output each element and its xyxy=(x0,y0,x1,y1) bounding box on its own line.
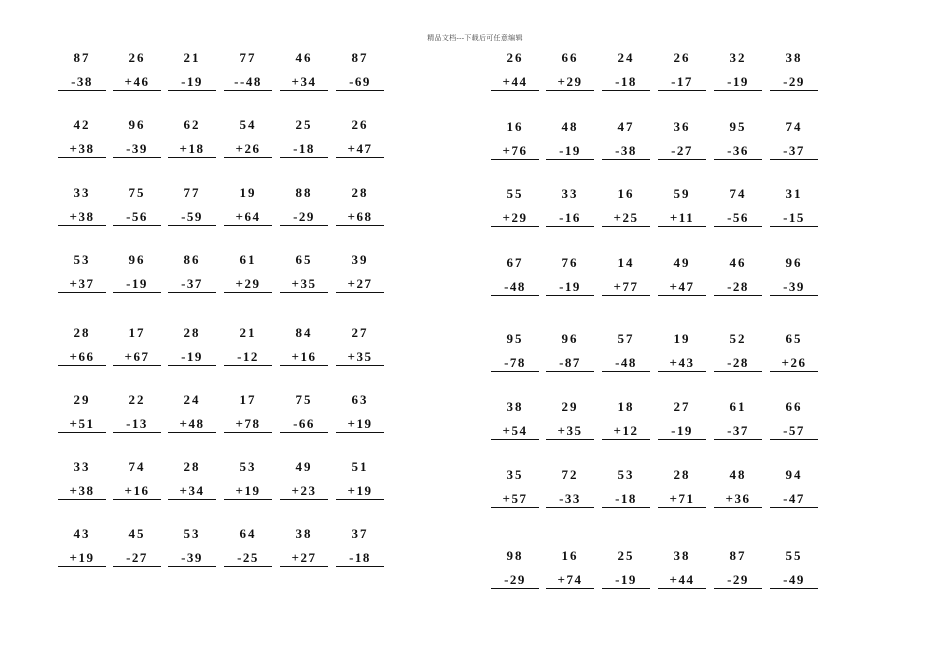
problem-top-number: 28 xyxy=(673,467,691,482)
problem-operand: +35 xyxy=(280,277,328,293)
problem-operand: -47 xyxy=(770,492,818,508)
problem-top-number: 21 xyxy=(183,50,201,65)
problem-top-number: 46 xyxy=(295,50,313,65)
right-problem xyxy=(602,51,650,91)
problem-operand: +26 xyxy=(770,356,818,372)
problem-operand: -56 xyxy=(113,210,161,226)
problem-top-number: 38 xyxy=(506,399,524,414)
problem-top-number: 43 xyxy=(73,526,91,541)
problem-operand: +27 xyxy=(280,551,328,567)
problem-top-number: 64 xyxy=(239,526,257,541)
problem-operand: +37 xyxy=(58,277,106,293)
problem-top-number: 57 xyxy=(617,331,635,346)
problem-operand: -27 xyxy=(113,551,161,567)
problem-top-number: 96 xyxy=(128,117,146,132)
problem-top-number: 27 xyxy=(673,399,691,414)
problem-operand: -13 xyxy=(113,417,161,433)
problem-operand: +66 xyxy=(58,350,106,366)
problem-top-number: 19 xyxy=(673,331,691,346)
problem-top-number: 61 xyxy=(239,252,257,267)
right-problem xyxy=(602,187,650,227)
problem-top-number: 28 xyxy=(183,459,201,474)
right-problem xyxy=(658,332,706,372)
problem-top-number: 29 xyxy=(561,399,579,414)
problem-top-number: 53 xyxy=(73,252,91,267)
problem-top-number: 67 xyxy=(506,255,524,270)
problem-operand: +47 xyxy=(336,142,384,158)
problem-operand: -38 xyxy=(58,75,106,91)
problem-top-number: 48 xyxy=(729,467,747,482)
right-problem xyxy=(491,256,539,296)
problem-top-number: 62 xyxy=(183,117,201,132)
problem-operand: +29 xyxy=(491,211,539,227)
problem-operand: -19 xyxy=(658,424,706,440)
problem-operand: -19 xyxy=(168,75,216,91)
problem-top-number: 25 xyxy=(295,117,313,132)
problem-operand: -48 xyxy=(602,356,650,372)
problem-operand: +78 xyxy=(224,417,272,433)
problem-top-number: 96 xyxy=(785,255,803,270)
problem-operand: -48 xyxy=(491,280,539,296)
problem-operand: +25 xyxy=(602,211,650,227)
problem-top-number: 95 xyxy=(729,119,747,134)
problem-top-number: 27 xyxy=(351,325,369,340)
problem-operand: +23 xyxy=(280,484,328,500)
right-problem xyxy=(658,187,706,227)
problem-top-number: 16 xyxy=(617,186,635,201)
problem-top-number: 55 xyxy=(506,186,524,201)
problem-operand: +26 xyxy=(224,142,272,158)
problem-operand: +16 xyxy=(113,484,161,500)
problem-operand: -12 xyxy=(224,350,272,366)
problem-top-number: 98 xyxy=(506,548,524,563)
problem-top-number: 87 xyxy=(729,548,747,563)
problem-operand: -29 xyxy=(714,573,762,589)
problem-top-number: 94 xyxy=(785,467,803,482)
problem-operand: +44 xyxy=(658,573,706,589)
problem-top-number: 66 xyxy=(561,50,579,65)
right-problem xyxy=(491,400,539,440)
problem-top-number: 26 xyxy=(128,50,146,65)
problem-operand: +43 xyxy=(658,356,706,372)
problem-operand: -27 xyxy=(658,144,706,160)
problem-operand: +16 xyxy=(280,350,328,366)
problem-operand: -37 xyxy=(714,424,762,440)
problem-top-number: 52 xyxy=(729,331,747,346)
problem-operand: +35 xyxy=(546,424,594,440)
problem-top-number: 96 xyxy=(128,252,146,267)
problem-top-number: 54 xyxy=(239,117,257,132)
problem-operand: -28 xyxy=(714,356,762,372)
problem-operand: -37 xyxy=(770,144,818,160)
right-problem xyxy=(770,256,818,296)
problem-operand: --48 xyxy=(224,75,272,91)
right-problem xyxy=(546,120,594,160)
problem-top-number: 32 xyxy=(729,50,747,65)
problem-operand: -59 xyxy=(168,210,216,226)
problem-top-number: 18 xyxy=(617,399,635,414)
problem-top-number: 19 xyxy=(239,185,257,200)
problem-top-number: 37 xyxy=(351,526,369,541)
right-problem xyxy=(602,256,650,296)
problem-top-number: 76 xyxy=(561,255,579,270)
right-problem xyxy=(714,187,762,227)
right-problem xyxy=(658,120,706,160)
problem-operand: +77 xyxy=(602,280,650,296)
problem-operand: +76 xyxy=(491,144,539,160)
problem-operand: -19 xyxy=(546,280,594,296)
problem-operand: -19 xyxy=(546,144,594,160)
right-problem xyxy=(658,400,706,440)
problem-top-number: 14 xyxy=(617,255,635,270)
problem-operand: +19 xyxy=(224,484,272,500)
problem-operand: -37 xyxy=(168,277,216,293)
problem-top-number: 22 xyxy=(128,392,146,407)
problem-top-number: 28 xyxy=(73,325,91,340)
problem-operand: -39 xyxy=(168,551,216,567)
problem-operand: -69 xyxy=(336,75,384,91)
problem-operand: +38 xyxy=(58,142,106,158)
problem-operand: -56 xyxy=(714,211,762,227)
problem-top-number: 46 xyxy=(729,255,747,270)
problem-top-number: 65 xyxy=(295,252,313,267)
problem-operand: +46 xyxy=(113,75,161,91)
problem-operand: -18 xyxy=(602,75,650,91)
right-problem xyxy=(546,468,594,508)
problem-top-number: 74 xyxy=(785,119,803,134)
problem-operand: -18 xyxy=(602,492,650,508)
problem-operand: -66 xyxy=(280,417,328,433)
problem-operand: -18 xyxy=(336,551,384,567)
problem-top-number: 87 xyxy=(351,50,369,65)
right-problem xyxy=(714,549,762,589)
problem-top-number: 25 xyxy=(617,548,635,563)
problem-operand: -19 xyxy=(602,573,650,589)
problem-top-number: 26 xyxy=(673,50,691,65)
problem-operand: -29 xyxy=(280,210,328,226)
problem-operand: -78 xyxy=(491,356,539,372)
problem-operand: +34 xyxy=(280,75,328,91)
problem-operand: -36 xyxy=(714,144,762,160)
problem-operand: -29 xyxy=(770,75,818,91)
problem-top-number: 59 xyxy=(673,186,691,201)
problem-operand: -28 xyxy=(714,280,762,296)
problem-top-number: 63 xyxy=(351,392,369,407)
problem-top-number: 55 xyxy=(785,548,803,563)
problem-top-number: 72 xyxy=(561,467,579,482)
problem-operand: -38 xyxy=(602,144,650,160)
problem-top-number: 36 xyxy=(673,119,691,134)
problem-operand: +54 xyxy=(491,424,539,440)
problem-operand: -15 xyxy=(770,211,818,227)
problem-top-number: 42 xyxy=(73,117,91,132)
problem-top-number: 84 xyxy=(295,325,313,340)
problem-top-number: 47 xyxy=(617,119,635,134)
right-problem xyxy=(602,120,650,160)
right-problem xyxy=(658,51,706,91)
problem-top-number: 24 xyxy=(183,392,201,407)
problem-operand: +18 xyxy=(168,142,216,158)
problem-operand: +29 xyxy=(546,75,594,91)
problem-operand: +68 xyxy=(336,210,384,226)
right-problem xyxy=(546,256,594,296)
problem-operand: +27 xyxy=(336,277,384,293)
problem-operand: -49 xyxy=(770,573,818,589)
problem-operand: -19 xyxy=(113,277,161,293)
problem-operand: +64 xyxy=(224,210,272,226)
problem-operand: +19 xyxy=(336,484,384,500)
problem-operand: +47 xyxy=(658,280,706,296)
right-problem xyxy=(491,187,539,227)
problem-top-number: 51 xyxy=(351,459,369,474)
problem-operand: +19 xyxy=(58,551,106,567)
problem-top-number: 74 xyxy=(729,186,747,201)
problem-operand: -57 xyxy=(770,424,818,440)
problem-top-number: 31 xyxy=(785,186,803,201)
problem-top-number: 26 xyxy=(351,117,369,132)
problem-top-number: 86 xyxy=(183,252,201,267)
problem-operand: -33 xyxy=(546,492,594,508)
problem-operand: -29 xyxy=(491,573,539,589)
page-header: 精品文档---下载后可任意编辑 xyxy=(427,34,523,42)
problem-top-number: 38 xyxy=(295,526,313,541)
problem-top-number: 38 xyxy=(673,548,691,563)
problem-operand: -19 xyxy=(168,350,216,366)
problem-operand: +57 xyxy=(491,492,539,508)
problem-top-number: 53 xyxy=(183,526,201,541)
right-problem xyxy=(602,468,650,508)
problem-top-number: 35 xyxy=(506,467,524,482)
right-problem xyxy=(658,549,706,589)
problem-top-number: 77 xyxy=(183,185,201,200)
right-problem xyxy=(714,332,762,372)
problem-top-number: 75 xyxy=(128,185,146,200)
right-problem xyxy=(546,51,594,91)
problem-top-number: 24 xyxy=(617,50,635,65)
problem-operand: -19 xyxy=(714,75,762,91)
problem-operand: -39 xyxy=(770,280,818,296)
right-problem xyxy=(546,187,594,227)
problem-top-number: 77 xyxy=(239,50,257,65)
right-problem xyxy=(770,468,818,508)
right-problem xyxy=(770,549,818,589)
right-problem xyxy=(714,256,762,296)
problem-top-number: 21 xyxy=(239,325,257,340)
problem-operand: +51 xyxy=(58,417,106,433)
problem-operand: +44 xyxy=(491,75,539,91)
right-problem xyxy=(602,549,650,589)
problem-top-number: 33 xyxy=(73,185,91,200)
right-problem xyxy=(491,51,539,91)
problem-operand: +71 xyxy=(658,492,706,508)
problem-top-number: 45 xyxy=(128,526,146,541)
right-problem xyxy=(770,332,818,372)
right-problem xyxy=(491,549,539,589)
problem-top-number: 75 xyxy=(295,392,313,407)
problem-operand: +35 xyxy=(336,350,384,366)
problem-top-number: 17 xyxy=(128,325,146,340)
problem-top-number: 28 xyxy=(351,185,369,200)
right-problem xyxy=(658,468,706,508)
problem-operand: -25 xyxy=(224,551,272,567)
right-problem xyxy=(546,549,594,589)
problem-operand: +11 xyxy=(658,211,706,227)
right-problem xyxy=(658,256,706,296)
problem-top-number: 87 xyxy=(73,50,91,65)
right-problem xyxy=(770,400,818,440)
problem-top-number: 49 xyxy=(673,255,691,270)
right-problem xyxy=(714,400,762,440)
problem-operand: +38 xyxy=(58,210,106,226)
problem-operand: +74 xyxy=(546,573,594,589)
problem-top-number: 65 xyxy=(785,331,803,346)
problem-top-number: 26 xyxy=(506,50,524,65)
problem-top-number: 66 xyxy=(785,399,803,414)
problem-operand: +48 xyxy=(168,417,216,433)
right-problem xyxy=(714,120,762,160)
problem-operand: +38 xyxy=(58,484,106,500)
right-problem xyxy=(491,468,539,508)
problem-top-number: 38 xyxy=(785,50,803,65)
problem-top-number: 16 xyxy=(561,548,579,563)
right-problem xyxy=(714,468,762,508)
problem-top-number: 29 xyxy=(73,392,91,407)
problem-top-number: 53 xyxy=(617,467,635,482)
problem-operand: -17 xyxy=(658,75,706,91)
problem-operand: +34 xyxy=(168,484,216,500)
problem-operand: +29 xyxy=(224,277,272,293)
right-problem xyxy=(491,120,539,160)
right-problem xyxy=(546,332,594,372)
problem-top-number: 16 xyxy=(506,119,524,134)
right-problem xyxy=(491,332,539,372)
problem-top-number: 17 xyxy=(239,392,257,407)
problem-top-number: 61 xyxy=(729,399,747,414)
problem-operand: -39 xyxy=(113,142,161,158)
problem-operand: -16 xyxy=(546,211,594,227)
right-problem xyxy=(770,120,818,160)
problem-top-number: 96 xyxy=(561,331,579,346)
problem-top-number: 88 xyxy=(295,185,313,200)
right-problem xyxy=(602,332,650,372)
problem-top-number: 74 xyxy=(128,459,146,474)
right-problem xyxy=(546,400,594,440)
problem-operand: +12 xyxy=(602,424,650,440)
right-problem xyxy=(770,51,818,91)
problem-top-number: 48 xyxy=(561,119,579,134)
problem-operand: -87 xyxy=(546,356,594,372)
problem-operand: -18 xyxy=(280,142,328,158)
problem-top-number: 39 xyxy=(351,252,369,267)
right-problem xyxy=(770,187,818,227)
problem-top-number: 49 xyxy=(295,459,313,474)
problem-top-number: 53 xyxy=(239,459,257,474)
problem-top-number: 33 xyxy=(73,459,91,474)
right-problem xyxy=(602,400,650,440)
problem-top-number: 95 xyxy=(506,331,524,346)
problem-operand: +36 xyxy=(714,492,762,508)
problem-operand: +19 xyxy=(336,417,384,433)
right-problem xyxy=(714,51,762,91)
problem-operand: +67 xyxy=(113,350,161,366)
problem-top-number: 28 xyxy=(183,325,201,340)
problem-top-number: 33 xyxy=(561,186,579,201)
